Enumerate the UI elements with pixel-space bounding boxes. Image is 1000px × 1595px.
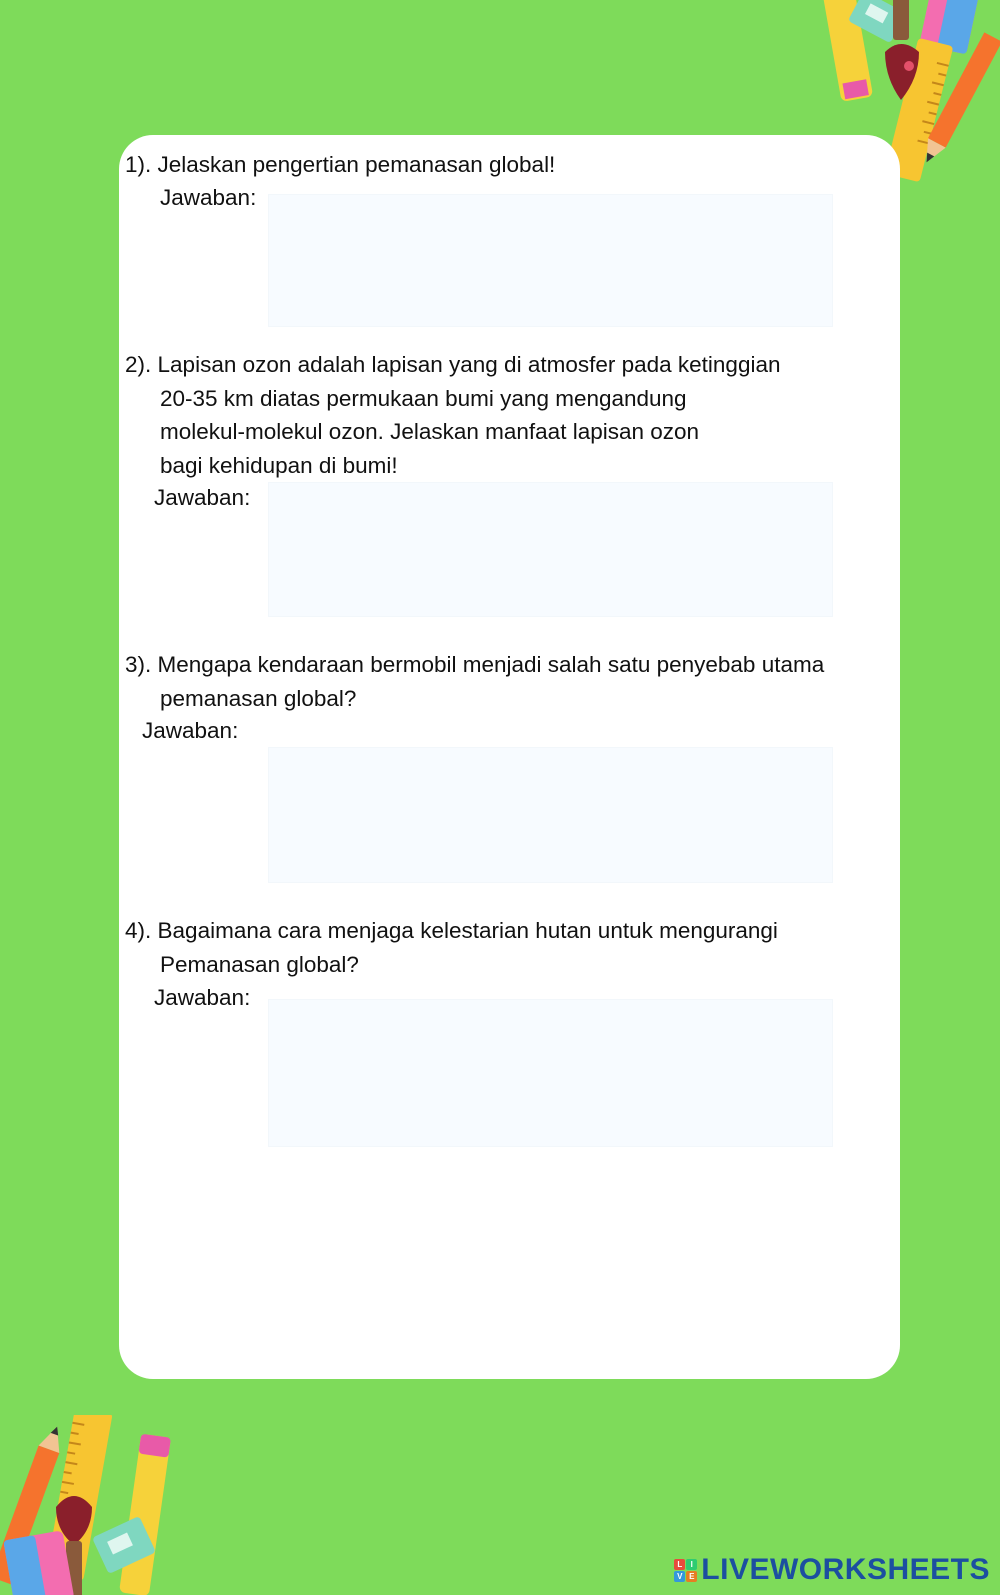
- answer-field-1[interactable]: [268, 194, 833, 327]
- question-number: 1).: [125, 152, 152, 177]
- question-text: Lapisan ozon adalah lapisan yang di atmosfer pada ketinggian: [157, 352, 781, 377]
- question-text-line: 20-35 km diatas permukaan bumi yang mengandung: [160, 385, 687, 411]
- question-text-line: molekul-molekul ozon. Jelaskan manfaat lapisan ozon: [160, 419, 700, 444]
- question-1: [125, 148, 555, 182]
- question-text-line: Pemanasan global?: [160, 951, 359, 977]
- question-number: 2).: [125, 352, 152, 377]
- question-text-line: pemanasan global?: [160, 685, 357, 711]
- brand-logo-letter: I: [686, 1559, 697, 1570]
- brand-name: LIVEWORKSHEETS: [701, 1553, 990, 1586]
- question-4: [125, 914, 778, 981]
- question-text: Jelaskan pengertian pemanasan global!: [157, 152, 556, 177]
- school-supplies-bottom-left: [0, 1415, 185, 1595]
- brand-logo-letter: V: [674, 1571, 685, 1582]
- question-text: Bagaimana cara menjaga kelestarian hutan untuk mengurangi: [157, 918, 778, 943]
- question-text-line: bagi kehidupan di bumi!: [160, 452, 398, 478]
- marker-icon: [119, 1434, 171, 1595]
- question-number: 4).: [125, 918, 152, 943]
- answer-field-4[interactable]: [268, 999, 833, 1147]
- answer-label: Jawaban:: [142, 718, 239, 743]
- liveworksheets-brand[interactable]: [674, 1553, 990, 1587]
- answer-field-2[interactable]: [268, 482, 833, 617]
- brand-logo-letter: L: [674, 1559, 685, 1570]
- question-2: [125, 348, 780, 482]
- question-number: 3).: [125, 652, 152, 677]
- brand-logo-letter: E: [686, 1571, 697, 1582]
- eraser-icon: [3, 1530, 74, 1595]
- question-3: [125, 648, 824, 715]
- question-text: Mengapa kendaraan bermobil menjadi salah satu penyebab utama: [157, 652, 825, 677]
- brand-logo-icon: [674, 1559, 697, 1582]
- answer-label: Jawaban:: [154, 985, 251, 1010]
- answer-label: Jawaban:: [160, 185, 257, 210]
- answer-label: Jawaban:: [154, 485, 251, 510]
- answer-field-3[interactable]: [268, 747, 833, 883]
